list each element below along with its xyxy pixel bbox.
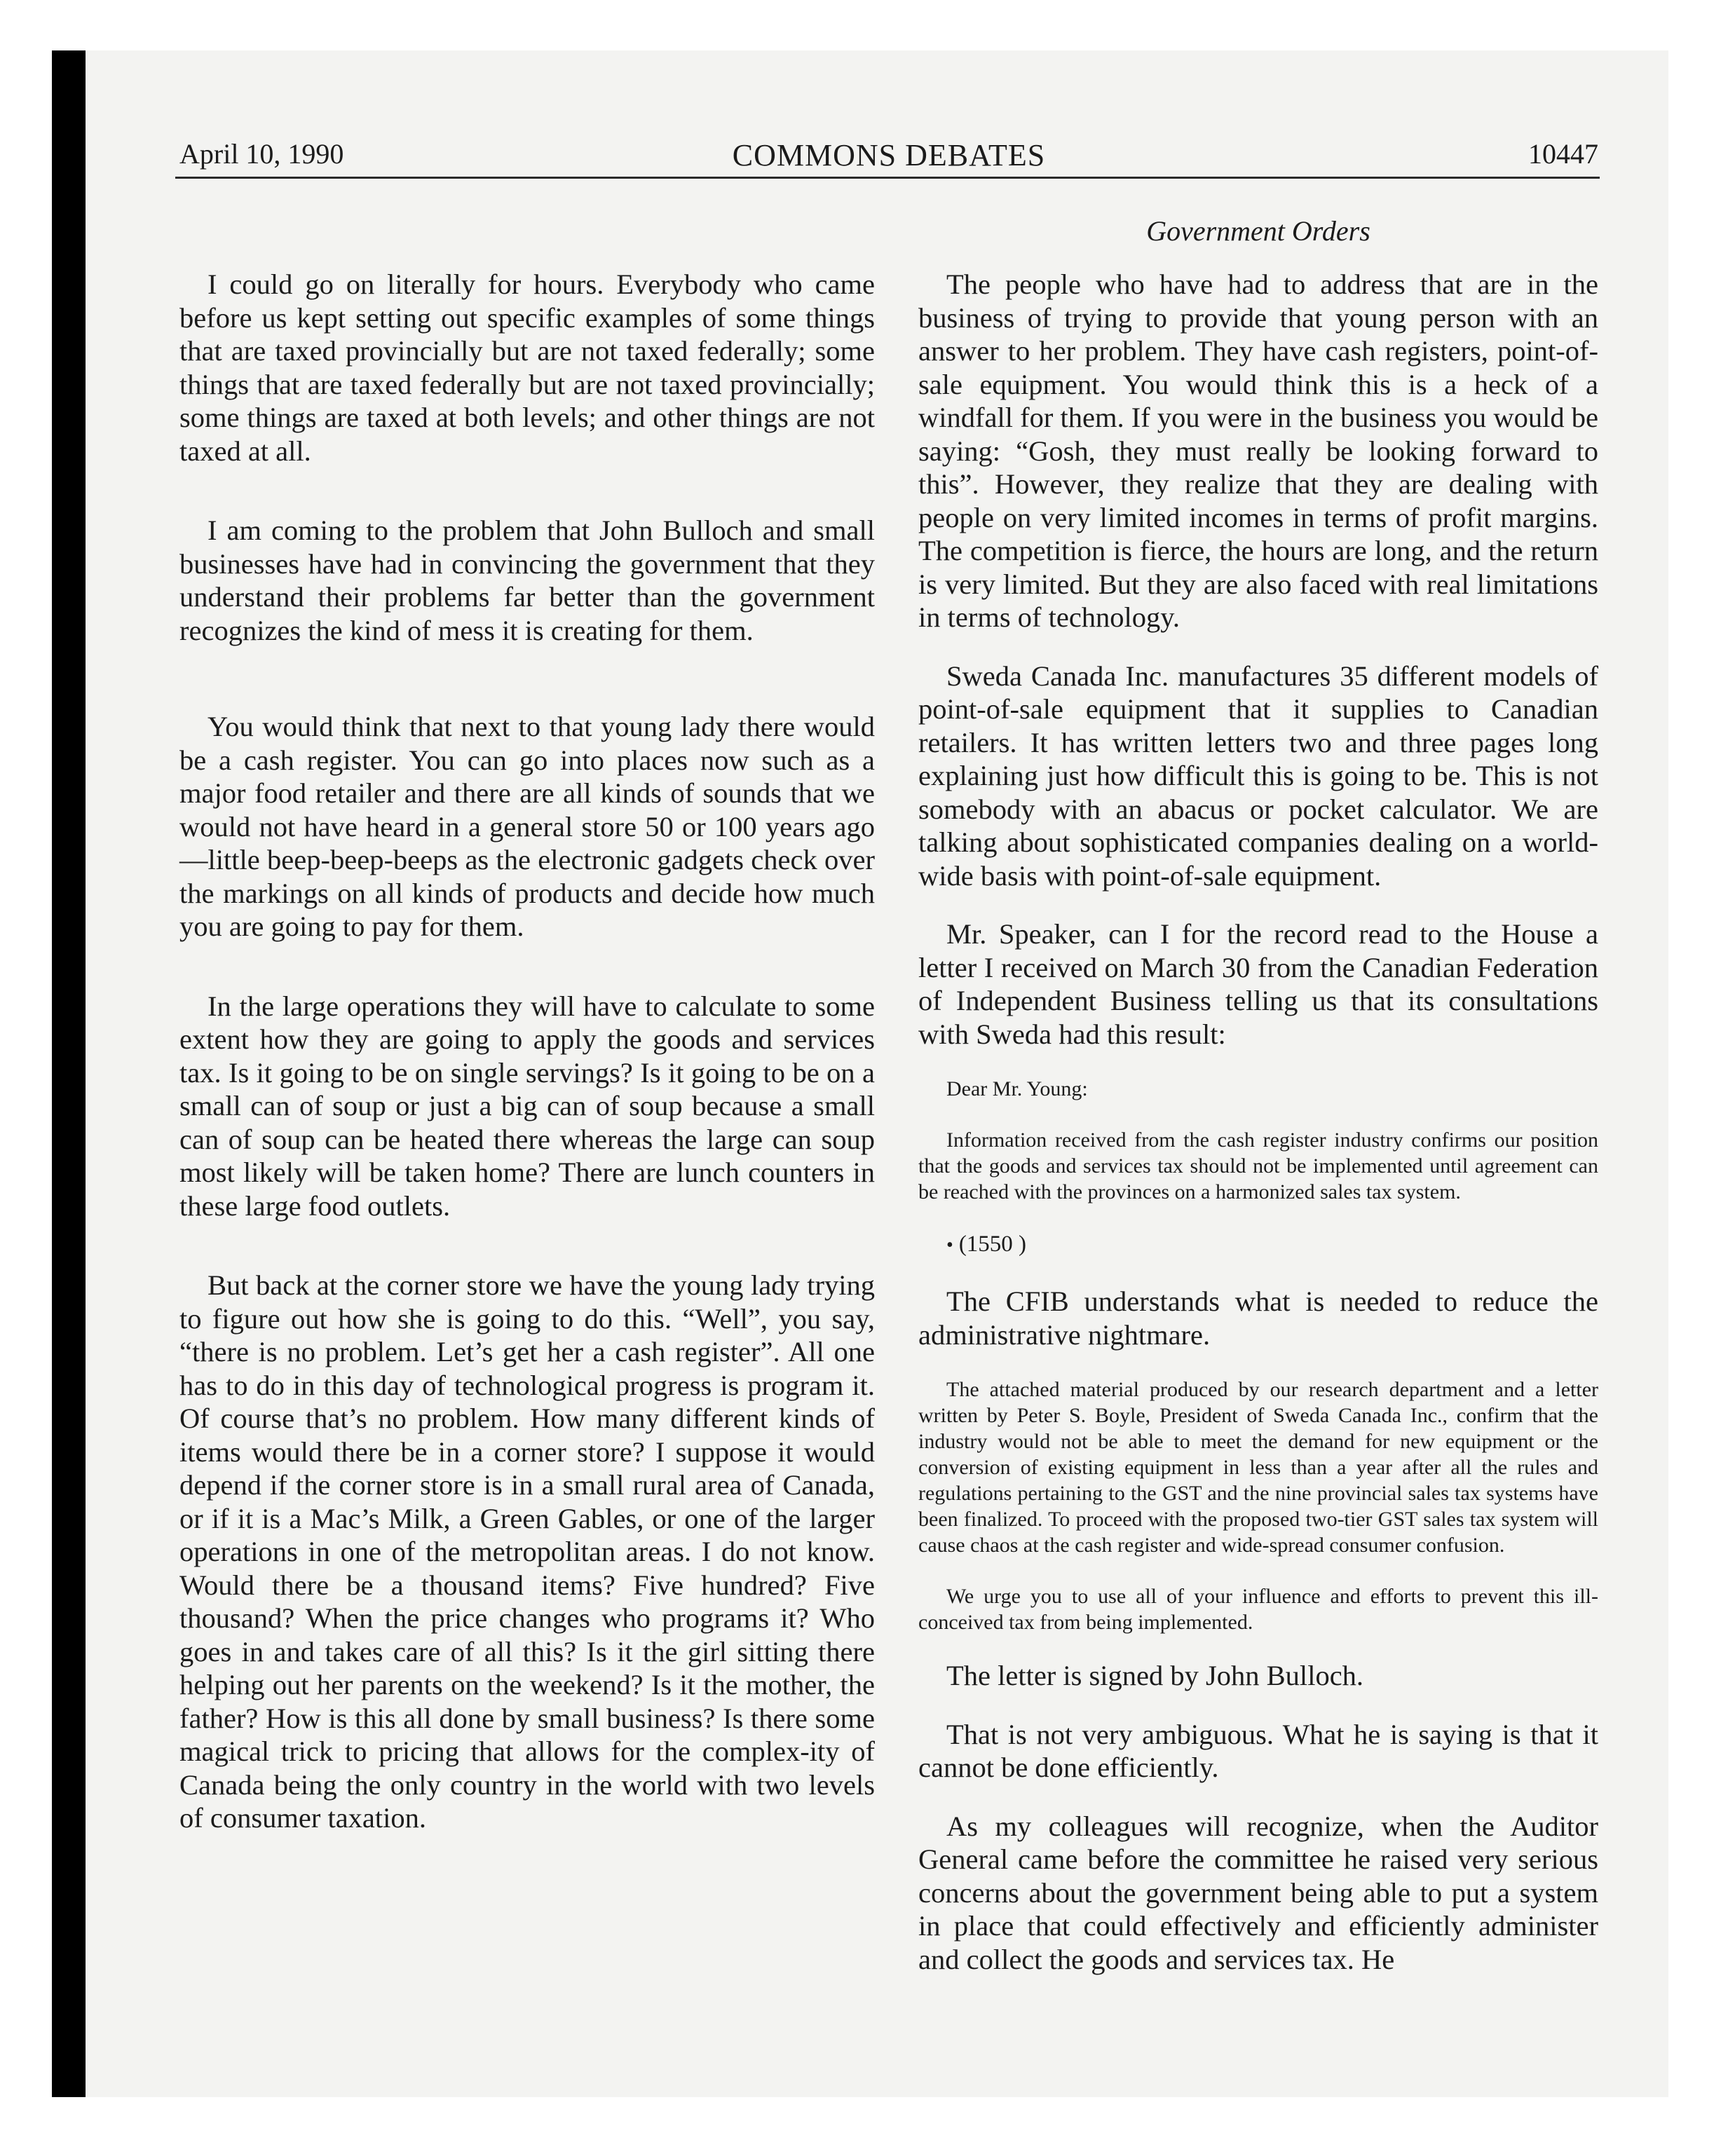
timestamp-text: (1550 ): [958, 1231, 1027, 1257]
page-header: [179, 137, 1598, 182]
paragraph: I am coming to the problem that John Bulloch and small businesses have had in convincing the government that they understand their problems far better than the government recognizes the kind of mess it is creating for them.: [179, 514, 875, 646]
timestamp-marker: [918, 1230, 1598, 1260]
binding-edge: [52, 50, 86, 2097]
paragraph: But back at the corner store we have the young lady trying to figure out how she is going to do this. “Well”, you say, “there is no problem. Let’s get her a cash register”. All one has to do in this day of technological progress is program it. Of course that’s no problem. How many different kinds of items would there be in a corner store? I suppose it would depend if the corner store is in a small rural area of Canada, or if it is a Mac’s Milk, a Green Gables, or one of the larger operations in one of the metropolitan areas. I do not know. Would there be a thousand items? Five hundred? Five thousand? When the price changes who programs it? Who goes in and takes care of all this? Is it the girl sitting there helping out her parents on the weekend? Is it the mother, the father? How is this all done by small business? Is there some magical trick to pricing that allows for the complex-ity of Canada being the only country in the world with two levels of consumer taxation.: [179, 1269, 875, 1834]
paragraph: The letter is signed by John Bulloch.: [946, 1660, 1364, 1691]
bullet-icon: •: [946, 1234, 953, 1256]
paragraph: The CFIB understands what is needed to reduce the administrative nightmare.: [918, 1285, 1598, 1351]
paragraph: In the large operations they will have to calculate to some extent how they are going to apply the goods and services tax. Is it going to be on single servings? Is it going to be on a small can of soup or just a big can of soup because a small can of soup can be heated there whereas the large can soup most likely will be taken home? There are lunch counters in these large food outlets.: [179, 990, 875, 1222]
quoted-letter-paragraph: The attached material produced by our research department and a letter written by Peter S. Boyle, President of Sweda Canada Inc., confirm that the industry would not be able to meet the demand for new equipment or the conversion of existing equipment in less than a year after all the rules and regulations pertaining to the GST and the nine provincial sales tax systems have been finalized. To proceed with the proposed two-tier GST sales tax system will cause chaos at the cash register and wide-spread consumer confusion.: [918, 1378, 1598, 1557]
quoted-letter-paragraph: Information received from the cash register industry confirms our position that the goods and services tax should not be implemented until agreement can be reached with the provinces on a harmonized sales tax system.: [918, 1128, 1598, 1203]
left-column: [179, 268, 875, 1881]
publication-title: COMMONS DEBATES: [732, 138, 1046, 172]
section-title: Government Orders: [1146, 215, 1370, 247]
paragraph: You would think that next to that young lady there would be a cash register. You can go into places now such as a major food retailer and there are all kinds of sounds that we would not have heard in a general store 50 or 100 years ago—little beep-beep-beeps as the electronic gadgets check over the markings on all kinds of products and decide how much you are going to pay for them.: [179, 711, 875, 942]
paragraph: Mr. Speaker, can I for the record read to the House a letter I received on March 30 from the Canadian Federation of Independent Business telling us that its consultations with Sweda had this result:: [918, 918, 1598, 1050]
quoted-letter-paragraph: We urge you to use all of your influence and efforts to prevent this ill-conceived tax from being implemented.: [918, 1585, 1598, 1634]
page-number: 10447: [1528, 138, 1598, 170]
header-date: April 10, 1990: [179, 138, 344, 170]
right-column: [918, 268, 1598, 2001]
header-rule: [175, 177, 1600, 179]
paragraph: As my colleagues will recognize, when the Auditor General came before the committee he raised very serious concerns about the government being able to put a system in place that could effectively and efficiently administer and collect the goods and services tax. He: [918, 1810, 1598, 1975]
paragraph: The people who have had to address that are in the business of trying to provide that young person with an answer to her problem. They have cash registers, point-of-sale equipment. You would think this is a heck of a windfall for them. If you were in the business you would be saying: “Gosh, they must really be looking forward to this”. However, they realize that they are dealing with people on very limited incomes in terms of profit margins. The competition is fierce, the hours are long, and the return is very limited. But they are also faced with real limitations in terms of technology.: [918, 268, 1598, 633]
paragraph: I could go on literally for hours. Everybody who came before us kept setting out specific examples of some things that are taxed provincially but are not taxed federally; some things that are taxed federally but are not taxed provincially; some things are taxed at both levels; and other things are not taxed at all.: [179, 268, 875, 467]
letter-salutation: Dear Mr. Young:: [946, 1077, 1088, 1100]
paragraph: That is not very ambiguous. What he is saying is that it cannot be done efficiently.: [918, 1718, 1598, 1783]
paragraph: Sweda Canada Inc. manufactures 35 different models of point-of-sale equipment that it supplies to Canadian retailers. It has written letters two and three pages long explaining just how difficult this is going to be. This is not somebody with an abacus or pocket calculator. We are talking about sophisticated companies dealing on a world-wide basis with point-of-sale equipment.: [918, 660, 1598, 892]
